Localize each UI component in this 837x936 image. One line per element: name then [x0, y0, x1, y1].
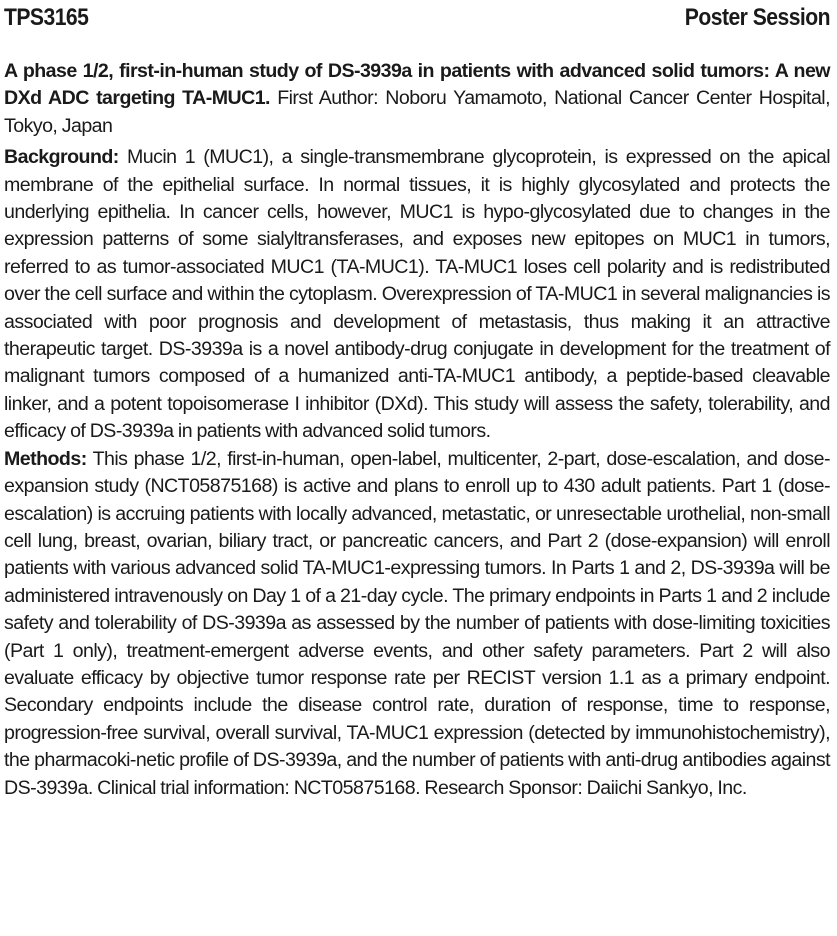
sponsor: Daiichi Sankyo, Inc. [586, 776, 747, 799]
methods-label: Methods: [4, 447, 87, 470]
trial-info: NCT05875168. [293, 776, 420, 799]
trial-info-label: Clinical trial information: [97, 776, 290, 799]
abstract-page [4, 0, 830, 802]
abstract-id: TPS3165 [4, 4, 89, 31]
first-author: Noboru Yamamoto, National Cancer Center Hospital, Tokyo, Japan [4, 87, 830, 137]
background-section [4, 144, 830, 802]
sponsor-label: Research Sponsor: [424, 776, 583, 799]
background-label: Background: [4, 146, 119, 169]
abstract-header [4, 4, 830, 40]
title-block [4, 58, 830, 140]
first-author-label: First Author: [277, 87, 379, 110]
abstract-title: A phase 1/2, first-in-human study of DS-3939a in patients with advanced solid tumors: A new DXd ADC targeting TA-MUC1. [4, 60, 830, 110]
methods-text: This phase 1/2, first-in-human, open-label, multicenter, 2-part, dose-escalation, and dose-expansion study (NCT05875168) is active and plans to enroll up to 430 adult patients. Part 1 (dose-escalation) is accruing patients with locally advanced, metastatic, or unresectable urothelial, non-small cell lung, breast, ovarian, biliary tract, or pancreatic cancers, and Part 2 (dose-expansion) will enroll patients with various advanced solid TA-MUC1-expressing tumors. In Parts 1 and 2, DS-3939a will be administered intravenously on Day 1 of a 21-day cycle. The primary endpoints in Parts 1 and 2 include safety and tolerability of DS-3939a as assessed by the number of patients with dose-limiting toxicities (Part 1 only), treatment-emergent adverse events, and other safety parameters. Part 2 will also evaluate efficacy by objective tumor response rate per RECIST version 1.1 as a primary endpoint. Secondary endpoints include the disease control rate, duration of response, time to response, progression-free survival, overall survival, TA-MUC1 expression (detected by immunohistochemistry), the pharmacoki-netic profile of DS-3939a, and the number of patients with anti-drug antibodies against DS-3939a. [4, 447, 831, 799]
background-text: Mucin 1 (MUC1), a single-transmembrane glycoprotein, is expressed on the apical membrane of the epithelial surface. In normal tissues, it is highly glycosylated and protects the underlying epithelia. In cancer cells, however, MUC1 is hypo-glycosylated due to changes in the expression patterns of some sialyltransferases, and exposes new epitopes on MUC1 in tumors, referred to as tumor-associated MUC1 (TA-MUC1). TA-MUC1 loses cell polarity and is redistributed over the cell surface and within the cytoplasm. Overexpression of TA-MUC1 in several malignancies is associated with poor prognosis and development of metastasis, thus making it an attractive therapeutic target. DS-3939a is a novel antibody-drug conjugate in development for the treatment of malignant tumors composed of a humanized anti-TA-MUC1 antibody, a peptide-based cleavable linker, and a potent topoisomerase I inhibitor (DXd). This study will assess the safety, tolerability, and efficacy of DS-3939a in patients with advanced solid tumors. [4, 146, 830, 443]
session-type: Poster Session [684, 4, 830, 31]
